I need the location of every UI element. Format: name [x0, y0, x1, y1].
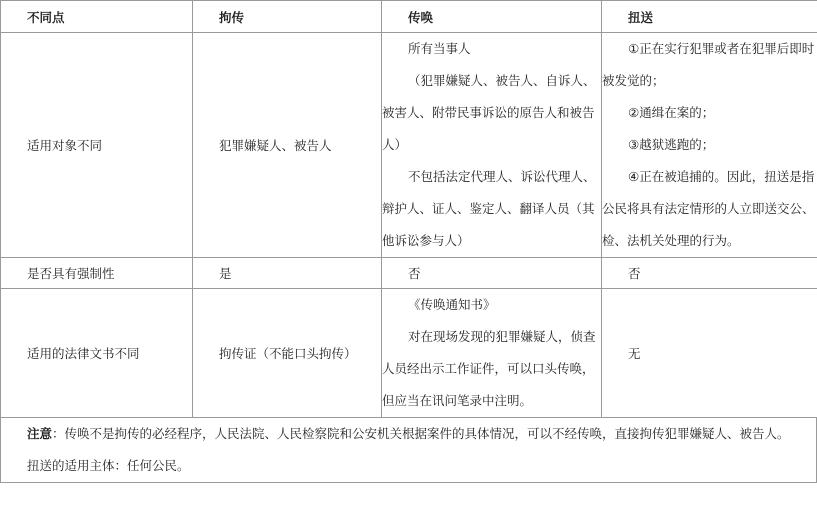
- header-row: [1, 1, 817, 33]
- note-text: ：传唤不是拘传的必经程序，人民法院、人民检察院和公安机关根据案件的具体情况，可以不经传唤，直接拘传犯罪嫌疑人、被告人。: [52, 426, 790, 441]
- niusong-cell: 否: [602, 258, 817, 289]
- cell-paragraph: 对在现场发现的犯罪嫌疑人，侦查人员经出示工作证件，可以口头传唤，但应当在讯问笔录中注明。: [382, 329, 596, 408]
- table-row: [1, 258, 817, 289]
- row-label: 是否具有强制性: [1, 258, 193, 289]
- niusong-cell: [602, 33, 817, 258]
- subject-paragraph: 扭送的适用主体：任何公民。: [27, 458, 190, 473]
- header-juchuan: 拘传: [193, 1, 382, 33]
- note-paragraph: [1, 418, 816, 450]
- cell-paragraph: 不包括法定代理人、诉讼代理人、辩护人、证人、鉴定人、翻译人员（其他诉讼参与人）: [382, 169, 596, 248]
- row-label: 适用对象不同: [1, 33, 193, 258]
- cell-paragraph: 所有当事人: [408, 41, 471, 56]
- note-label: 注意: [27, 426, 53, 441]
- cell-paragraph: ①正在实行犯罪或者在犯罪后即时被发觉的；: [602, 41, 815, 88]
- juchuan-cell: 犯罪嫌疑人、被告人: [193, 33, 382, 258]
- table-row: [1, 33, 817, 258]
- niusong-cell: 无: [602, 289, 817, 418]
- cell-paragraph: ③越狱逃跑的；: [628, 137, 715, 152]
- cell-paragraph: 《传唤通知书》: [408, 297, 496, 312]
- table-row: [1, 289, 817, 418]
- cell-paragraph: （犯罪嫌疑人、被告人、自诉人、被害人、附带民事诉讼的原告人和被告人）: [382, 73, 596, 152]
- juchuan-cell: 拘传证（不能口头拘传）: [193, 289, 382, 418]
- juchuan-cell: 是: [193, 258, 382, 289]
- row-label: 适用的法律文书不同: [1, 289, 193, 418]
- header-niusong: 扭送: [602, 1, 817, 33]
- chuanhuan-cell: 否: [382, 258, 602, 289]
- cell-paragraph: ④正在被追捕的。因此，扭送是指公民将具有法定情形的人立即送交公、检、法机关处理的行为。: [602, 169, 815, 248]
- header-chuanhuan: 传唤: [382, 1, 602, 33]
- cell-paragraph: ②通缉在案的；: [628, 105, 715, 120]
- header-difference: 不同点: [1, 1, 193, 33]
- chuanhuan-cell: [382, 33, 602, 258]
- chuanhuan-cell: [382, 289, 602, 418]
- note-section: [0, 418, 817, 483]
